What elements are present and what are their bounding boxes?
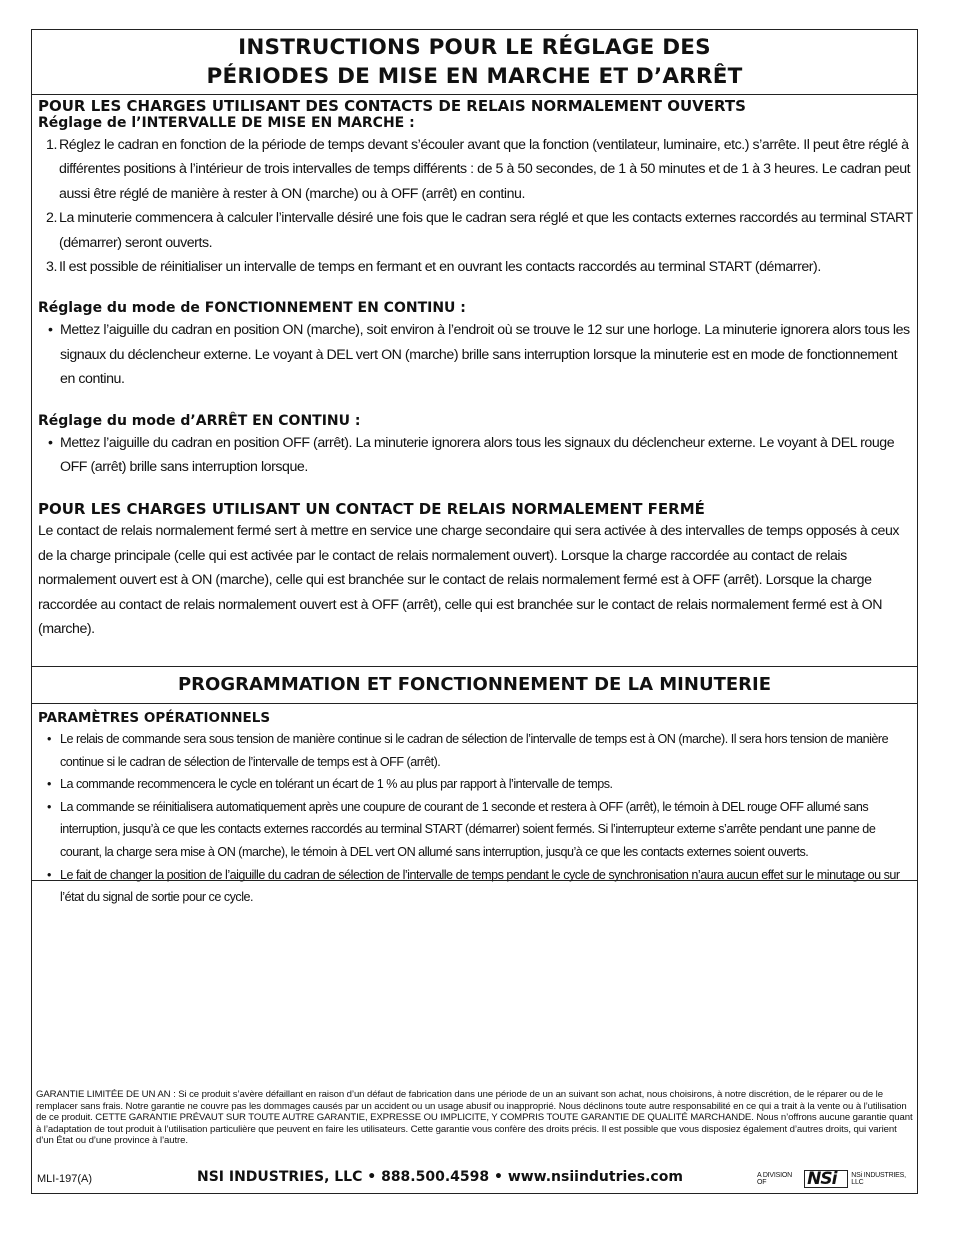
continuous-off-heading: Réglage du mode d’ARRÊT EN CONTINU : [38,412,361,429]
normally-open-section [38,96,913,642]
company-contact: NSI INDUSTRIES, LLC • 888.500.4598 • www.nsiindutries.com [197,1169,683,1185]
params-heading: PARAMÈTRES OPÉRATIONNELS [38,710,271,726]
step-text: Réglez le cadran en fonction de la période de temps devant s’écouler avant que la fonction (ventilateur, luminaire, etc.) s’arrête. Il peut être réglé à différentes positions à l’intérieur de trois intervalles de temps différents : de 5 à 50 secondes, de 1 à 50 minutes et de 1 à 3 heures. Le cadran peut aussi être réglé de manière à rester à ON (marche) ou à OFF (arrêt) en continu. [59,137,911,202]
param-text: Le relais de commande sera sous tension de manière continue si le cadran de sélection de l’intervalle de temps est à ON (marche). Il sera hors tension de manière continue si le cadran de sélection de l’intervalle de temps est à OFF (arrêt). [60,732,889,769]
continuous-off-text: Mettez l’aiguille du cadran en position OFF (arrêt). La minuterie ignorera alors tous les signaux du déclencheur externe. Le voyant à DEL rouge OFF (arrêt) brille sans interruption lorsque. [60,434,895,476]
bullet-icon: • [48,434,53,451]
list-item [38,728,914,773]
param-text: Le fait de changer la position de l’aiguille du cadran de sélection de l’intervalle de temps pendant le cycle de synchronisation n’aura aucun effet sur le minutage ou sur l’état du signal de sortie pour ce cycle. [60,867,900,905]
param-text: La commande se réinitialisera automatiquement après une coupure de courant de 1 seconde et restera à OFF (arrêt), le témoin à DEL rouge OFF allumé sans interruption, jusqu’à ce que les contacts externes raccordés au terminal START (démarrer) soient fermés. Si l’interrupteur externe s’arrête pendant une panne de courant, la charge sera mise à ON (marche), le témoin à DEL vert ON allumé sans interruption, jusqu’à ce que les contacts externes soient ouverts. [60,799,876,859]
division-suffix: NSi INDUSTRIES, LLC [851,1172,906,1186]
operational-parameters-section [38,708,914,909]
continuous-on-heading: Réglage du mode de FONCTIONNEMENT EN CONTINU : [38,300,466,317]
on-interval-heading: Réglage de l’INTERVALLE DE MISE EN MARCHE : [38,115,415,131]
step-number: 3. [46,259,57,276]
list-item [38,255,913,279]
programming-title: PROGRAMMATION ET FONCTIONNEMENT DE LA MINUTERIE [177,674,771,695]
list-item [38,773,914,796]
list-item [38,796,914,864]
param-text: La commande recommencera le cycle en tolérant un écart de 1 % au plus par rapport à l’intervalle de temps. [60,777,613,792]
document-frame [31,29,918,1194]
continuous-on-text: Mettez l’aiguille du cadran en position ON (marche), soit environ à l’endroit où se trouve le 12 sur une horloge. La minuterie ignorera alors tous les signaux du déclencheur externe. Le voyant à DEL vert ON (marche) brille sans interruption lorsque la minuterie est en mode de fonctionnement en continu. [60,322,910,388]
step-number: 1. [46,137,57,153]
params-list [38,728,914,909]
normally-open-heading: POUR LES CHARGES UTILISANT DES CONTACTS DE RELAIS NORMALEMENT OUVERTS [38,97,746,115]
list-item [38,133,913,206]
document-title [32,33,917,91]
on-interval-steps [38,133,913,279]
footer [32,1160,917,1194]
step-text: Il est possible de réinitialiser un intervalle de temps en fermant et en ouvrant les contacts raccordés au terminal START (démarrer). [59,259,821,276]
title-line-1: INSTRUCTIONS POUR LE RÉGLAGE DES [238,35,711,60]
bullet-icon: • [48,322,53,339]
logo-text: NSi [807,1169,837,1189]
title-line-2: PÉRIODES DE MISE EN MARCHE ET D’ARRÊT [206,64,743,89]
division-mark [757,1169,917,1189]
division-prefix: A DIVISION OF [757,1172,792,1186]
normally-closed-text: Le contact de relais normalement fermé sert à mettre en service une charge secondaire qui sera activée à des intervalles de temps opposés à ceux de la charge principale (celle qui est activée par le contact de relais normalement ouvert). Lorsque la charge raccordée au contact de relais normalement ouvert est à ON (marche), celle qui est branchée sur le contact de relais normalement fermé est à OFF (arrêt). Lorsque la charge raccordée au contact de relais normalement ouvert est à OFF (arrêt), celle qui est branchée sur le contact de relais normalement fermé est à ON (marche). [38,523,900,638]
nsi-logo [804,1170,848,1188]
continuous-on-list [38,318,913,391]
bullet-icon: • [47,777,51,792]
programming-title-box [32,666,917,704]
document-code: MLI-197(A) [37,1173,93,1185]
warranty-text: GARANTIE LIMITÉE DE UN AN : Si ce produit s’avère défaillant en raison d’un défaut de fabrication dans une période de un an suivant son achat, nous choisirons, à notre discrétion, de le réparer ou de le remplacer sans frais. Notre garantie ne couvre pas les dommages causés par un accident ou un usage abusif ou inapproprié. Nous déclinons toute autre responsabilité en ce qui a trait à la vente ou à l’utilisation de ce produit. CETTE GARANTIE PRÉVAUT SUR TOUTE AUTRE GARANTIE, EXPRESSE OU IMPLICITE, Y COMPRIS TOUTE GARANTIE DE QUALITÉ MARCHANDE. Nous n’offrons aucune garantie quant à l’adaptation de tout produit à l’utilisation particulière que peuvent en faire les utilisateurs. Cette garantie vous confère des droits précis. Il est possible que vous disposiez également d’autres droits, qui varient d’un État ou d’une province à l’autre. [36,1089,913,1147]
list-item [38,318,913,391]
title-box [32,30,917,95]
section-divider [32,880,917,881]
bullet-icon: • [47,799,51,814]
step-text: La minuterie commencera à calculer l’intervalle désiré une fois que le cadran sera réglé et que les contacts externes raccordés au terminal START (démarrer) seront ouverts. [59,210,913,251]
bullet-icon: • [47,732,51,746]
list-item [38,864,914,909]
list-item [38,431,913,480]
continuous-off-list [38,431,913,480]
bullet-icon: • [47,867,51,882]
list-item [38,206,913,255]
normally-closed-heading: POUR LES CHARGES UTILISANT UN CONTACT DE RELAIS NORMALEMENT FERMÉ [38,500,705,519]
step-number: 2. [46,210,57,227]
